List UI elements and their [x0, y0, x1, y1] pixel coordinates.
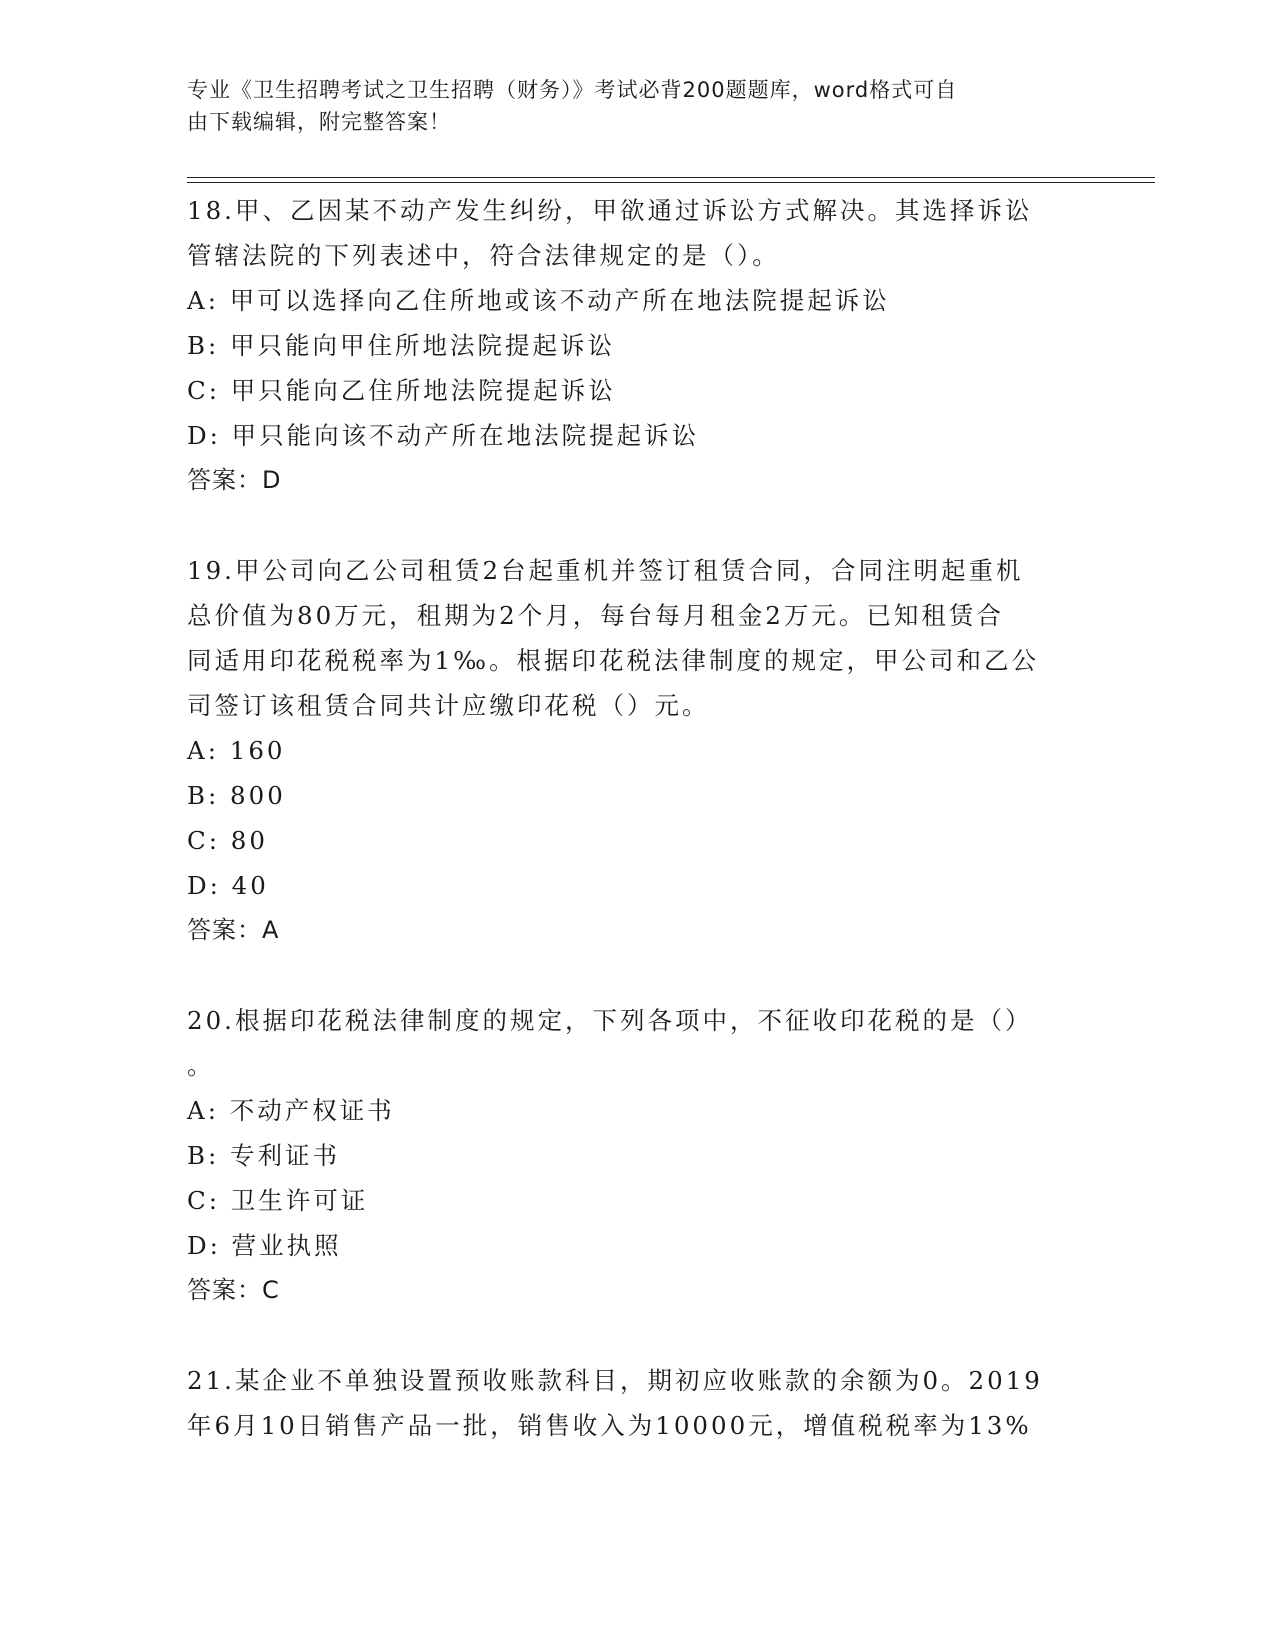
question-text-line: 18.甲、乙因某不动产发生纠纷，甲欲通过诉讼方式解决。其选择诉讼 — [187, 196, 1033, 225]
question-text-line: 同适用印花税税率为1‰。根据印花税法律制度的规定，甲公司和乙公 — [187, 646, 1039, 675]
question-text-line: 司签订该租赁合同共计应缴印花税（）元。 — [187, 691, 710, 720]
option-d: D: 甲只能向该不动产所在地法院提起诉讼 — [187, 421, 700, 450]
option-a: A: 甲可以选择向乙住所地或该不动产所在地法院提起诉讼 — [187, 286, 890, 315]
option-b: B: 专利证书 — [187, 1141, 341, 1170]
answer-line: 答案：C — [187, 1276, 280, 1304]
question-text-line: 19.甲公司向乙公司租赁2台起重机并签订租赁合同，合同注明起重机 — [187, 556, 1024, 585]
option-b: B: 甲只能向甲住所地法院提起诉讼 — [187, 331, 616, 360]
question-list — [187, 188, 1087, 1493]
question-21 — [187, 1358, 1087, 1448]
question-text-line: 21.某企业不单独设置预收账款科目，期初应收账款的余额为0。2019 — [187, 1366, 1043, 1395]
header-divider-top — [187, 177, 1155, 178]
header-line: 专业《卫生招聘考试之卫生招聘（财务）》考试必背200题题库，word格式可自 — [187, 78, 958, 102]
option-a: A: 不动产权证书 — [187, 1096, 395, 1125]
option-d: D: 40 — [187, 871, 269, 900]
header-line: 由下载编辑，附完整答案！ — [187, 110, 451, 134]
question-text-line: 年6月10日销售产品一批，销售收入为10000元，增值税税率为13% — [187, 1411, 1032, 1440]
option-c: C: 80 — [187, 826, 268, 855]
question-19 — [187, 548, 1087, 953]
question-18 — [187, 188, 1087, 503]
answer-line: 答案：A — [187, 916, 280, 944]
header-divider-bottom — [187, 182, 1155, 183]
question-20 — [187, 998, 1087, 1313]
question-text-line: 管辖法院的下列表述中，符合法律规定的是（）。 — [187, 241, 780, 270]
option-b: B: 800 — [187, 781, 286, 810]
document-header — [187, 74, 1067, 138]
option-c: C: 卫生许可证 — [187, 1186, 369, 1215]
answer-line: 答案：D — [187, 466, 282, 494]
option-c: C: 甲只能向乙住所地法院提起诉讼 — [187, 376, 616, 405]
option-d: D: 营业执照 — [187, 1231, 342, 1260]
question-text-line: 总价值为80万元，租期为2个月，每台每月租金2万元。已知租赁合 — [187, 601, 1004, 630]
option-a: A: 160 — [187, 736, 286, 765]
question-text-line: 。 — [187, 1051, 215, 1080]
question-text-line: 20.根据印花税法律制度的规定，下列各项中，不征收印花税的是（） — [187, 1006, 1033, 1035]
